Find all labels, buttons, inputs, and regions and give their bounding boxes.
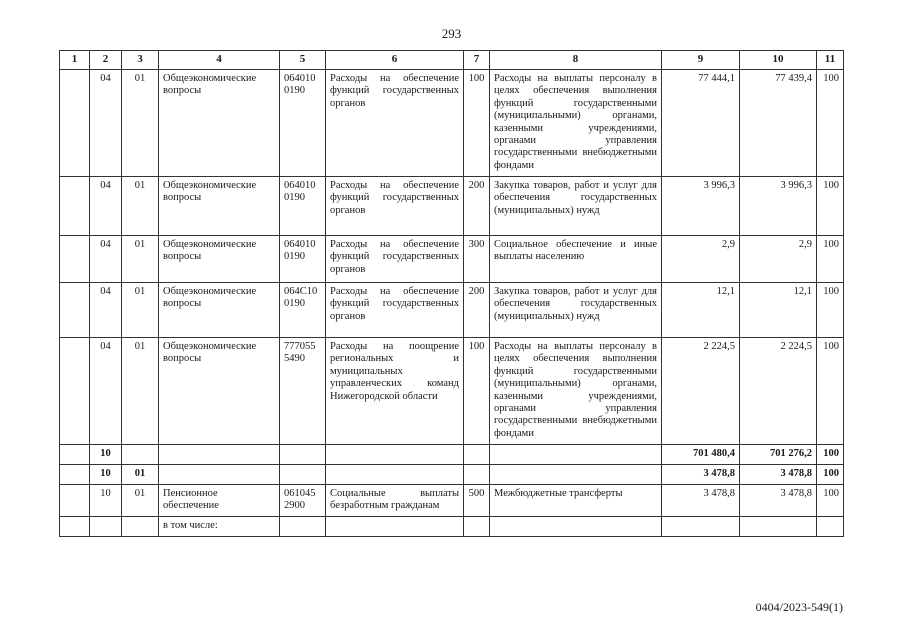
- table-row-subsection-total: [60, 465, 844, 485]
- cell-section: 10: [90, 465, 122, 485]
- cell-target-code: 064010 0190: [280, 70, 326, 177]
- cell-index: [60, 70, 90, 177]
- cell-subsection: [122, 516, 159, 536]
- cell-target-name: Социальные выплаты безработным гражданам: [326, 485, 464, 517]
- table-row: [60, 283, 844, 338]
- cell-target-code: 777055 5490: [280, 338, 326, 445]
- table-row: [60, 338, 844, 445]
- cell-expense-name: [490, 445, 662, 465]
- cell-percent: 100: [817, 485, 844, 517]
- cell-planned: 2,9: [662, 236, 740, 283]
- cell-planned: 12,1: [662, 283, 740, 338]
- cell-section: 04: [90, 70, 122, 177]
- cell-expense-name: [490, 516, 662, 536]
- cell-expense-name: Расходы на выплаты персоналу в целях обеспечения выполнения функций государственными (муниципальными) органами, казенными учреждениями, органами управления государственными внебюджетными фондами: [490, 338, 662, 445]
- table-row: [60, 485, 844, 517]
- cell-executed: 77 439,4: [740, 70, 817, 177]
- cell-expense-code: 100: [464, 70, 490, 177]
- cell-percent: 100: [817, 70, 844, 177]
- cell-expense-name: Расходы на выплаты персоналу в целях обеспечения выполнения функций государственными (муниципальными) органами, казенными учреждениями, органами управления государственными внебюджетными фондами: [490, 70, 662, 177]
- cell-subsection: 01: [122, 177, 159, 236]
- header-row: [60, 51, 844, 70]
- cell-planned: 3 478,8: [662, 485, 740, 517]
- cell-section-name: [159, 445, 280, 465]
- cell-expense-name: Межбюджетные трансферты: [490, 485, 662, 517]
- cell-executed: 2,9: [740, 236, 817, 283]
- cell-executed: 12,1: [740, 283, 817, 338]
- cell-target-name: Расходы на обеспечение функций государственных органов: [326, 236, 464, 283]
- col-header-6: 6: [326, 51, 464, 70]
- cell-target-code: 064010 0190: [280, 177, 326, 236]
- cell-index: [60, 236, 90, 283]
- cell-section-name: [159, 465, 280, 485]
- cell-index: [60, 338, 90, 445]
- cell-subsection: 01: [122, 465, 159, 485]
- table-row: [60, 236, 844, 283]
- cell-executed: 2 224,5: [740, 338, 817, 445]
- cell-expense-code: 200: [464, 177, 490, 236]
- cell-planned: 77 444,1: [662, 70, 740, 177]
- col-header-4: 4: [159, 51, 280, 70]
- cell-target-code: 061045 2900: [280, 485, 326, 517]
- cell-section-name: Общеэкономические вопросы: [159, 236, 280, 283]
- cell-expense-code: [464, 445, 490, 465]
- cell-planned: 701 480,4: [662, 445, 740, 465]
- col-header-8: 8: [490, 51, 662, 70]
- cell-percent: 100: [817, 338, 844, 445]
- cell-section: 04: [90, 177, 122, 236]
- table-row-section-total: [60, 445, 844, 465]
- col-header-7: 7: [464, 51, 490, 70]
- cell-target-name: Расходы на поощрение региональных и муниципальных управленческих команд Нижегородской области: [326, 338, 464, 445]
- document-code: 0404/2023-549(1): [755, 600, 843, 614]
- cell-subsection: 01: [122, 283, 159, 338]
- cell-expense-code: 100: [464, 338, 490, 445]
- cell-executed: [740, 516, 817, 536]
- cell-subsection: [122, 445, 159, 465]
- cell-index: [60, 177, 90, 236]
- cell-section: 04: [90, 283, 122, 338]
- cell-planned: 2 224,5: [662, 338, 740, 445]
- cell-section: 10: [90, 445, 122, 465]
- cell-index: [60, 445, 90, 465]
- col-header-1: 1: [60, 51, 90, 70]
- cell-executed: 3 478,8: [740, 465, 817, 485]
- cell-expense-code: 300: [464, 236, 490, 283]
- col-header-5: 5: [280, 51, 326, 70]
- cell-expense-name: Социальное обеспечение и иные выплаты населению: [490, 236, 662, 283]
- cell-target-code: 064010 0190: [280, 236, 326, 283]
- cell-percent: 100: [817, 177, 844, 236]
- cell-target-name: [326, 445, 464, 465]
- budget-table: [59, 50, 844, 537]
- cell-section: 10: [90, 485, 122, 517]
- cell-target-code: 064С10 0190: [280, 283, 326, 338]
- cell-section-name: Общеэкономические вопросы: [159, 338, 280, 445]
- cell-section-name: Общеэкономические вопросы: [159, 177, 280, 236]
- cell-percent: 100: [817, 283, 844, 338]
- col-header-11: 11: [817, 51, 844, 70]
- cell-subsection: 01: [122, 338, 159, 445]
- cell-percent: [817, 516, 844, 536]
- cell-target-name: [326, 516, 464, 536]
- col-header-3: 3: [122, 51, 159, 70]
- page-number: 293: [441, 26, 462, 41]
- cell-planned: 3 478,8: [662, 465, 740, 485]
- cell-expense-code: 200: [464, 283, 490, 338]
- cell-section: [90, 516, 122, 536]
- cell-index: [60, 283, 90, 338]
- cell-target-code: [280, 445, 326, 465]
- cell-index: [60, 465, 90, 485]
- cell-percent: 100: [817, 465, 844, 485]
- cell-target-code: [280, 516, 326, 536]
- cell-subsection: 01: [122, 485, 159, 517]
- cell-executed: 3 478,8: [740, 485, 817, 517]
- cell-subsection: 01: [122, 70, 159, 177]
- cell-index: [60, 485, 90, 517]
- cell-section: 04: [90, 338, 122, 445]
- cell-expense-code: [464, 465, 490, 485]
- cell-expense-code: 500: [464, 485, 490, 517]
- cell-percent: 100: [817, 445, 844, 465]
- cell-index: [60, 516, 90, 536]
- cell-target-code: [280, 465, 326, 485]
- cell-section-name: в том числе:: [159, 516, 280, 536]
- cell-planned: [662, 516, 740, 536]
- cell-target-name: Расходы на обеспечение функций государственных органов: [326, 177, 464, 236]
- col-header-2: 2: [90, 51, 122, 70]
- table-row: [60, 70, 844, 177]
- cell-target-name: Расходы на обеспечение функций государственных органов: [326, 283, 464, 338]
- table-row: [60, 177, 844, 236]
- cell-percent: 100: [817, 236, 844, 283]
- cell-expense-name: Закупка товаров, работ и услуг для обеспечения государственных (муниципальных) нужд: [490, 177, 662, 236]
- cell-expense-name: Закупка товаров, работ и услуг для обеспечения государственных (муниципальных) нужд: [490, 283, 662, 338]
- cell-executed: 701 276,2: [740, 445, 817, 465]
- table-row: [60, 516, 844, 536]
- col-header-10: 10: [740, 51, 817, 70]
- cell-section-name: Пенсионное обеспечение: [159, 485, 280, 517]
- cell-section: 04: [90, 236, 122, 283]
- cell-expense-code: [464, 516, 490, 536]
- cell-expense-name: [490, 465, 662, 485]
- cell-section-name: Общеэкономические вопросы: [159, 70, 280, 177]
- col-header-9: 9: [662, 51, 740, 70]
- cell-subsection: 01: [122, 236, 159, 283]
- cell-section-name: Общеэкономические вопросы: [159, 283, 280, 338]
- cell-target-name: [326, 465, 464, 485]
- cell-target-name: Расходы на обеспечение функций государственных органов: [326, 70, 464, 177]
- cell-executed: 3 996,3: [740, 177, 817, 236]
- cell-planned: 3 996,3: [662, 177, 740, 236]
